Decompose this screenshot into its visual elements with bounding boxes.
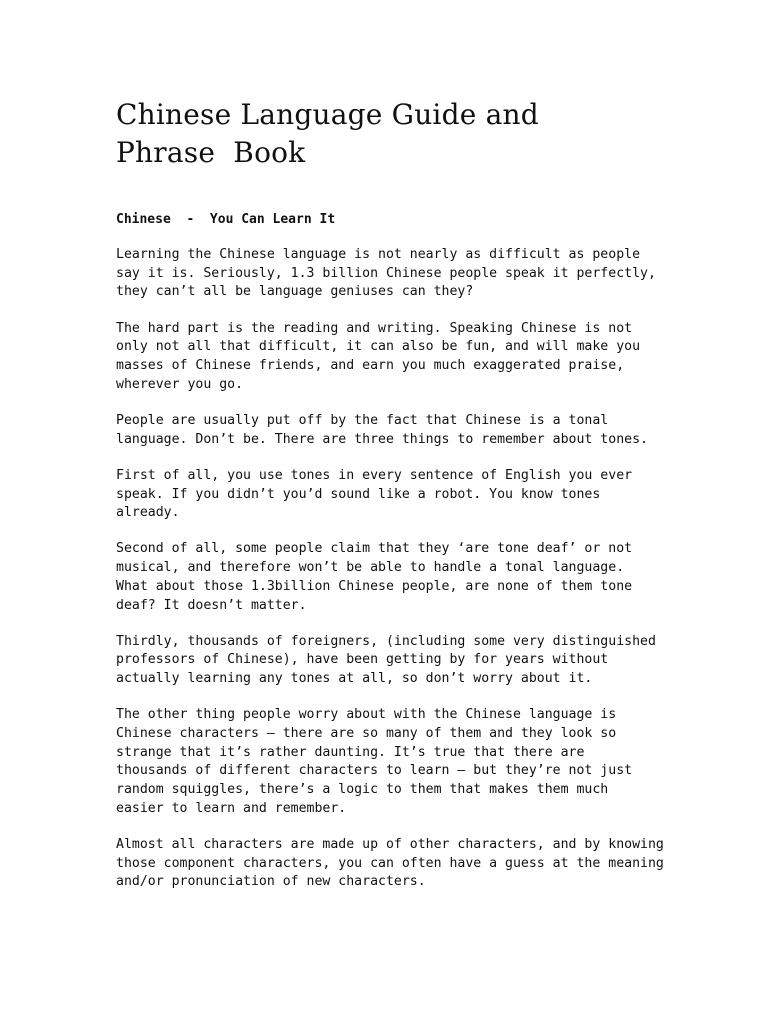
paragraph [116,633,656,689]
paragraph [116,467,656,523]
title-line: Chinese Language Guide and [116,98,539,131]
text-line: already. [116,505,180,521]
text-line: musical, and therefore won’t be able to handle a tonal language. [116,560,625,576]
text-line: easier to learn and remember. [116,800,347,816]
text-line: Chinese characters – there are so many of them and they look so [116,726,617,742]
paragraph [116,540,656,615]
text-line: professors of Chinese), have been getting by for years without [116,652,609,668]
text-line: The hard part is the reading and writing. Speaking Chinese is not [116,320,633,336]
paragraph [116,412,656,449]
section-heading: Chinese - You Can Learn It [116,212,336,227]
text-line: only not all that difficult, it can also be fun, and will make you [116,339,641,355]
text-line: speak. If you didn’t you’d sound like a robot. You know tones [116,486,601,502]
title-line: Phrase Book [116,136,306,169]
text-line: masses of Chinese friends, and earn you much exaggerated praise, [116,358,625,374]
text-line: Almost all characters are made up of other characters, and by knowing [116,837,664,853]
text-line: Second of all, some people claim that they ‘are tone deaf’ or not [116,541,633,557]
text-line: First of all, you use tones in every sentence of English you ever [116,467,633,483]
text-line: they can’t all be language geniuses can they? [116,284,474,300]
text-line: deaf? It doesn’t matter. [116,597,307,613]
paragraph [116,706,656,818]
text-line: People are usually put off by the fact that Chinese is a tonal [116,412,609,428]
text-line: and/or pronunciation of new characters. [116,874,426,890]
text-line: say it is. Seriously, 1.3 billion Chinese people speak it perfectly, [116,265,656,281]
text-line: those component characters, you can often have a guess at the meaning [116,855,664,871]
paragraph [116,836,664,892]
text-line: Thirdly, thousands of foreigners, (including some very distinguished [116,633,656,649]
text-line: strange that it’s rather daunting. It’s true that there are [116,744,585,760]
text-line: language. Don’t be. There are three things to remember about tones. [116,431,648,447]
text-line: actually learning any tones at all, so don’t worry about it. [116,671,593,687]
document-body [116,96,664,910]
document-title [116,96,656,172]
text-line: What about those 1.3billion Chinese people, are none of them tone [116,578,633,594]
text-line: The other thing people worry about with the Chinese language is [116,707,617,723]
text-line: Learning the Chinese language is not nearly as difficult as people [116,247,641,262]
text-line: thousands of different characters to learn – but they’re not just [116,763,633,779]
paragraph [116,320,656,395]
text-line: wherever you go. [116,376,244,392]
paragraph [116,246,656,302]
text-line: random squiggles, there’s a logic to them that makes them much [116,782,609,798]
